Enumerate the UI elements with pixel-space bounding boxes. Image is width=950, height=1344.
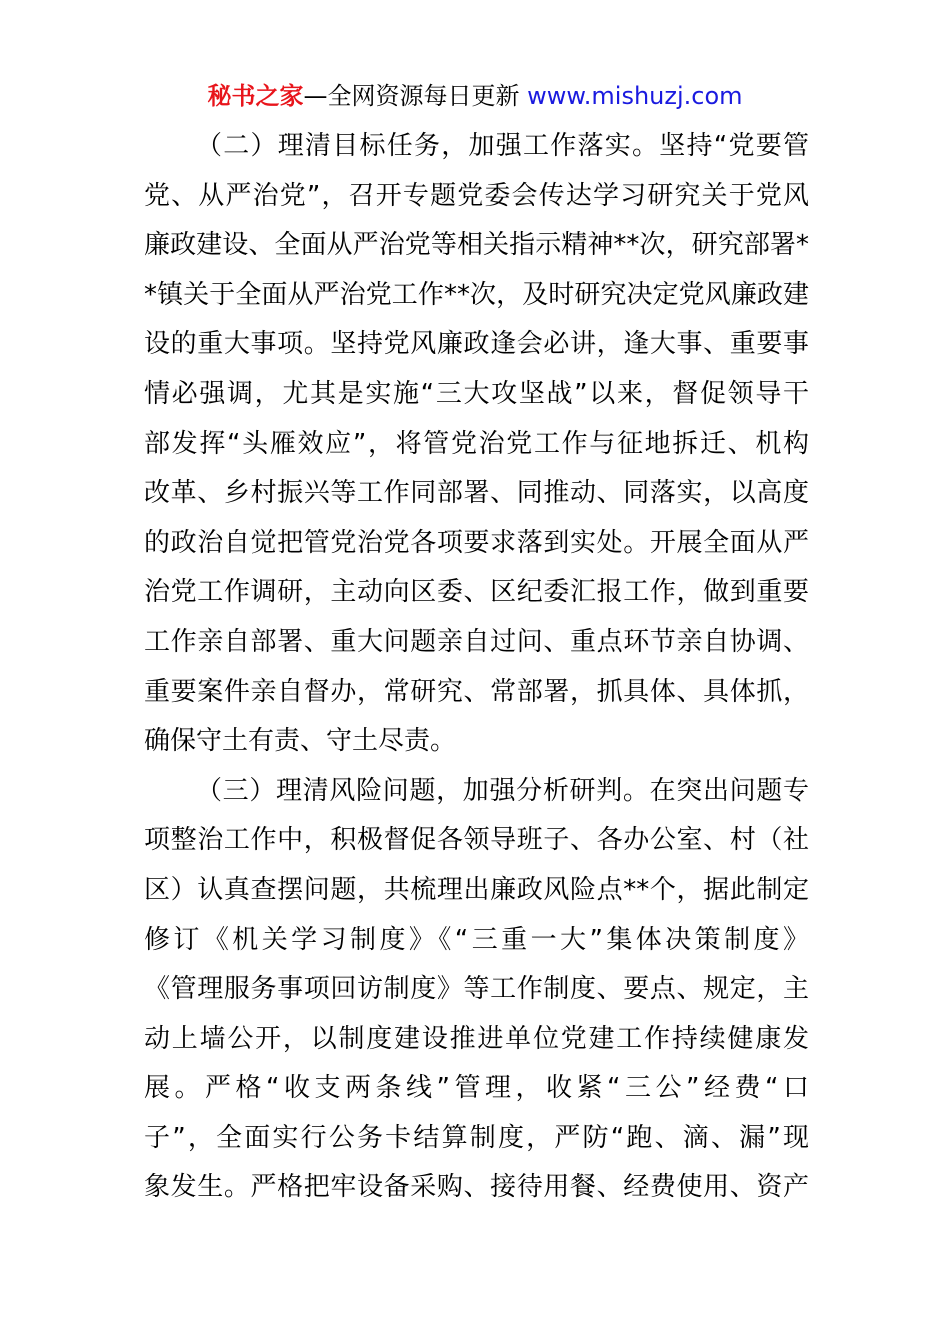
site-url-link[interactable]: www.mishuzj.com — [527, 82, 743, 110]
paragraph-3 — [144, 767, 809, 1213]
text-line: 重要案件亲自督办，常研究、常部署，抓具体、具体抓， — [144, 676, 809, 707]
text-line: 党、从严治党”，召开专题党委会传达学习研究关于党风 — [144, 180, 809, 211]
page-header — [0, 80, 950, 112]
text-line: 项整治工作中，积极督促各领导班子、各办公室、村（社 — [144, 825, 809, 856]
text-line: （二）理清目标任务，加强工作落实。坚持“党要管 — [196, 131, 809, 161]
text-line: 展。严格“收支两条线”管理，收紧“三公”经费“口 — [144, 1073, 809, 1104]
text-line: 修订《机关学习制度》《“三重一大”集体决策制度》 — [144, 924, 809, 955]
site-brand: 秘书之家 — [207, 82, 304, 110]
text-line: 情必强调，尤其是实施“三大攻坚战”以来，督促领导干 — [144, 378, 809, 409]
document-body — [144, 122, 809, 1213]
text-line: 廉政建设、全面从严治党等相关指示精神**次，研究部署* — [144, 230, 809, 261]
text-line: 设的重大事项。坚持党风廉政逢会必讲，逢大事、重要事 — [144, 329, 809, 360]
text-line: 象发生。严格把牢设备采购、接待用餐、经费使用、资产 — [144, 1172, 809, 1203]
text-line: 改革、乡村振兴等工作同部署、同推动、同落实，以高度 — [144, 478, 809, 509]
text-line: 部发挥“头雁效应”，将管党治党工作与征地拆迁、机构 — [144, 428, 809, 459]
site-tagline: —全网资源每日更新 — [303, 82, 520, 110]
text-line: 动上墙公开，以制度建设推进单位党建工作持续健康发 — [144, 1023, 809, 1054]
text-line: 的政治自觉把管党治党各项要求落到实处。开展全面从严 — [144, 527, 809, 558]
text-line: *镇关于全面从严治党工作**次，及时研究决定党风廉政建 — [144, 279, 809, 310]
text-line: 子”，全面实行公务卡结算制度，严防“跑、滴、漏”现 — [144, 1122, 809, 1153]
text-line: 治党工作调研，主动向区委、区纪委汇报工作，做到重要 — [144, 577, 809, 608]
text-line: 《管理服务事项回访制度》等工作制度、要点、规定，主 — [144, 974, 809, 1005]
text-line: 工作亲自部署、重大问题亲自过问、重点环节亲自协调、 — [144, 626, 809, 657]
text-line: 区）认真查摆问题，共梳理出廉政风险点**个，据此制定 — [144, 874, 809, 905]
text-line: （三）理清风险问题，加强分析研判。在突出问题专 — [196, 775, 809, 806]
paragraph-2 — [144, 122, 809, 767]
text-line: 确保守土有责、守土尽责。 — [144, 726, 457, 757]
